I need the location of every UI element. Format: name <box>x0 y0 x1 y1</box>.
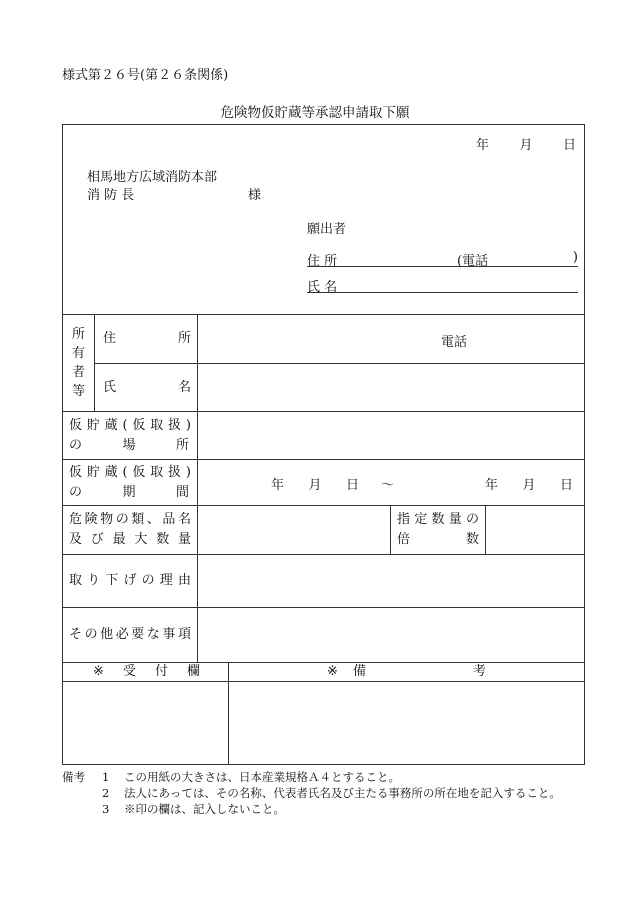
reception-table <box>62 662 585 765</box>
addressee-honorific: 様 <box>248 188 262 203</box>
applicant-address-field[interactable]: 住 所 (電話 ) <box>307 250 578 269</box>
owner-address-label: 住 所 <box>95 315 198 364</box>
header-section <box>63 125 585 315</box>
addressee-title: 消 防 長 <box>87 188 135 203</box>
receipt-column-header: ※ 受 付 欄 <box>63 663 229 682</box>
submission-date[interactable]: 年 月 日 <box>476 138 576 153</box>
storage-period-field[interactable] <box>198 460 585 506</box>
withdrawal-reason-field[interactable] <box>198 555 585 608</box>
owner-name-label: 氏 名 <box>95 364 198 412</box>
other-matters-field[interactable] <box>198 608 585 663</box>
form-number: 様式第２６号(第２６条関係) <box>62 68 229 83</box>
quantity-ratio-field[interactable] <box>486 506 585 555</box>
period-end-date: 年 月 日 <box>485 478 573 493</box>
application-form-table <box>62 124 585 663</box>
storage-location-field[interactable] <box>198 412 585 460</box>
addressee-org: 相馬地方広域消防本部 <box>87 170 218 185</box>
applicant-name-field[interactable]: 氏 名 <box>307 276 578 293</box>
remarks-field[interactable] <box>229 682 585 765</box>
quantity-ratio-label: 指 定 数 量 の 倍 数 <box>391 506 486 555</box>
hazmat-class-label: 危 険 物 の 類 、 品 名 及 び 最 大 数 量 <box>63 506 198 555</box>
period-start-date: 年 月 日 <box>271 478 359 493</box>
document-title: 危険物仮貯蔵等承認申請取下願 <box>220 105 410 121</box>
storage-period-label: 仮 貯 蔵 ( 仮 取 扱 ) の 期 間 <box>63 460 198 506</box>
owner-name-field[interactable] <box>198 364 585 412</box>
note-item: 備考 1 この用紙の大きさは、日本産業規格Ａ４とすること。 <box>62 770 400 784</box>
receipt-field[interactable] <box>63 682 229 765</box>
note-item: 3 ※印の欄は、記入しないこと。 <box>102 802 285 816</box>
applicant-label: 願出者 <box>307 222 347 237</box>
owner-phone-label: 電話 <box>441 335 468 350</box>
other-matters-label: そ の 他 必 要 な 事 項 <box>63 608 198 663</box>
period-separator: ～ <box>381 478 395 493</box>
remarks-column-header: ※ 備 考 <box>229 663 585 682</box>
note-item: 2 法人にあっては、その名称、代表者氏名及び主たる事務所の所在地を記入すること。 <box>102 786 561 800</box>
hazmat-class-field[interactable] <box>198 506 391 555</box>
owner-group-label: 所 有 者 等 <box>63 315 95 412</box>
owner-address-field[interactable] <box>198 315 585 364</box>
storage-location-label: 仮 貯 蔵 ( 仮 取 扱 ) の 場 所 <box>63 412 198 460</box>
withdrawal-reason-label: 取 り 下 げ の 理 由 <box>63 555 198 608</box>
notes-section <box>62 769 561 817</box>
